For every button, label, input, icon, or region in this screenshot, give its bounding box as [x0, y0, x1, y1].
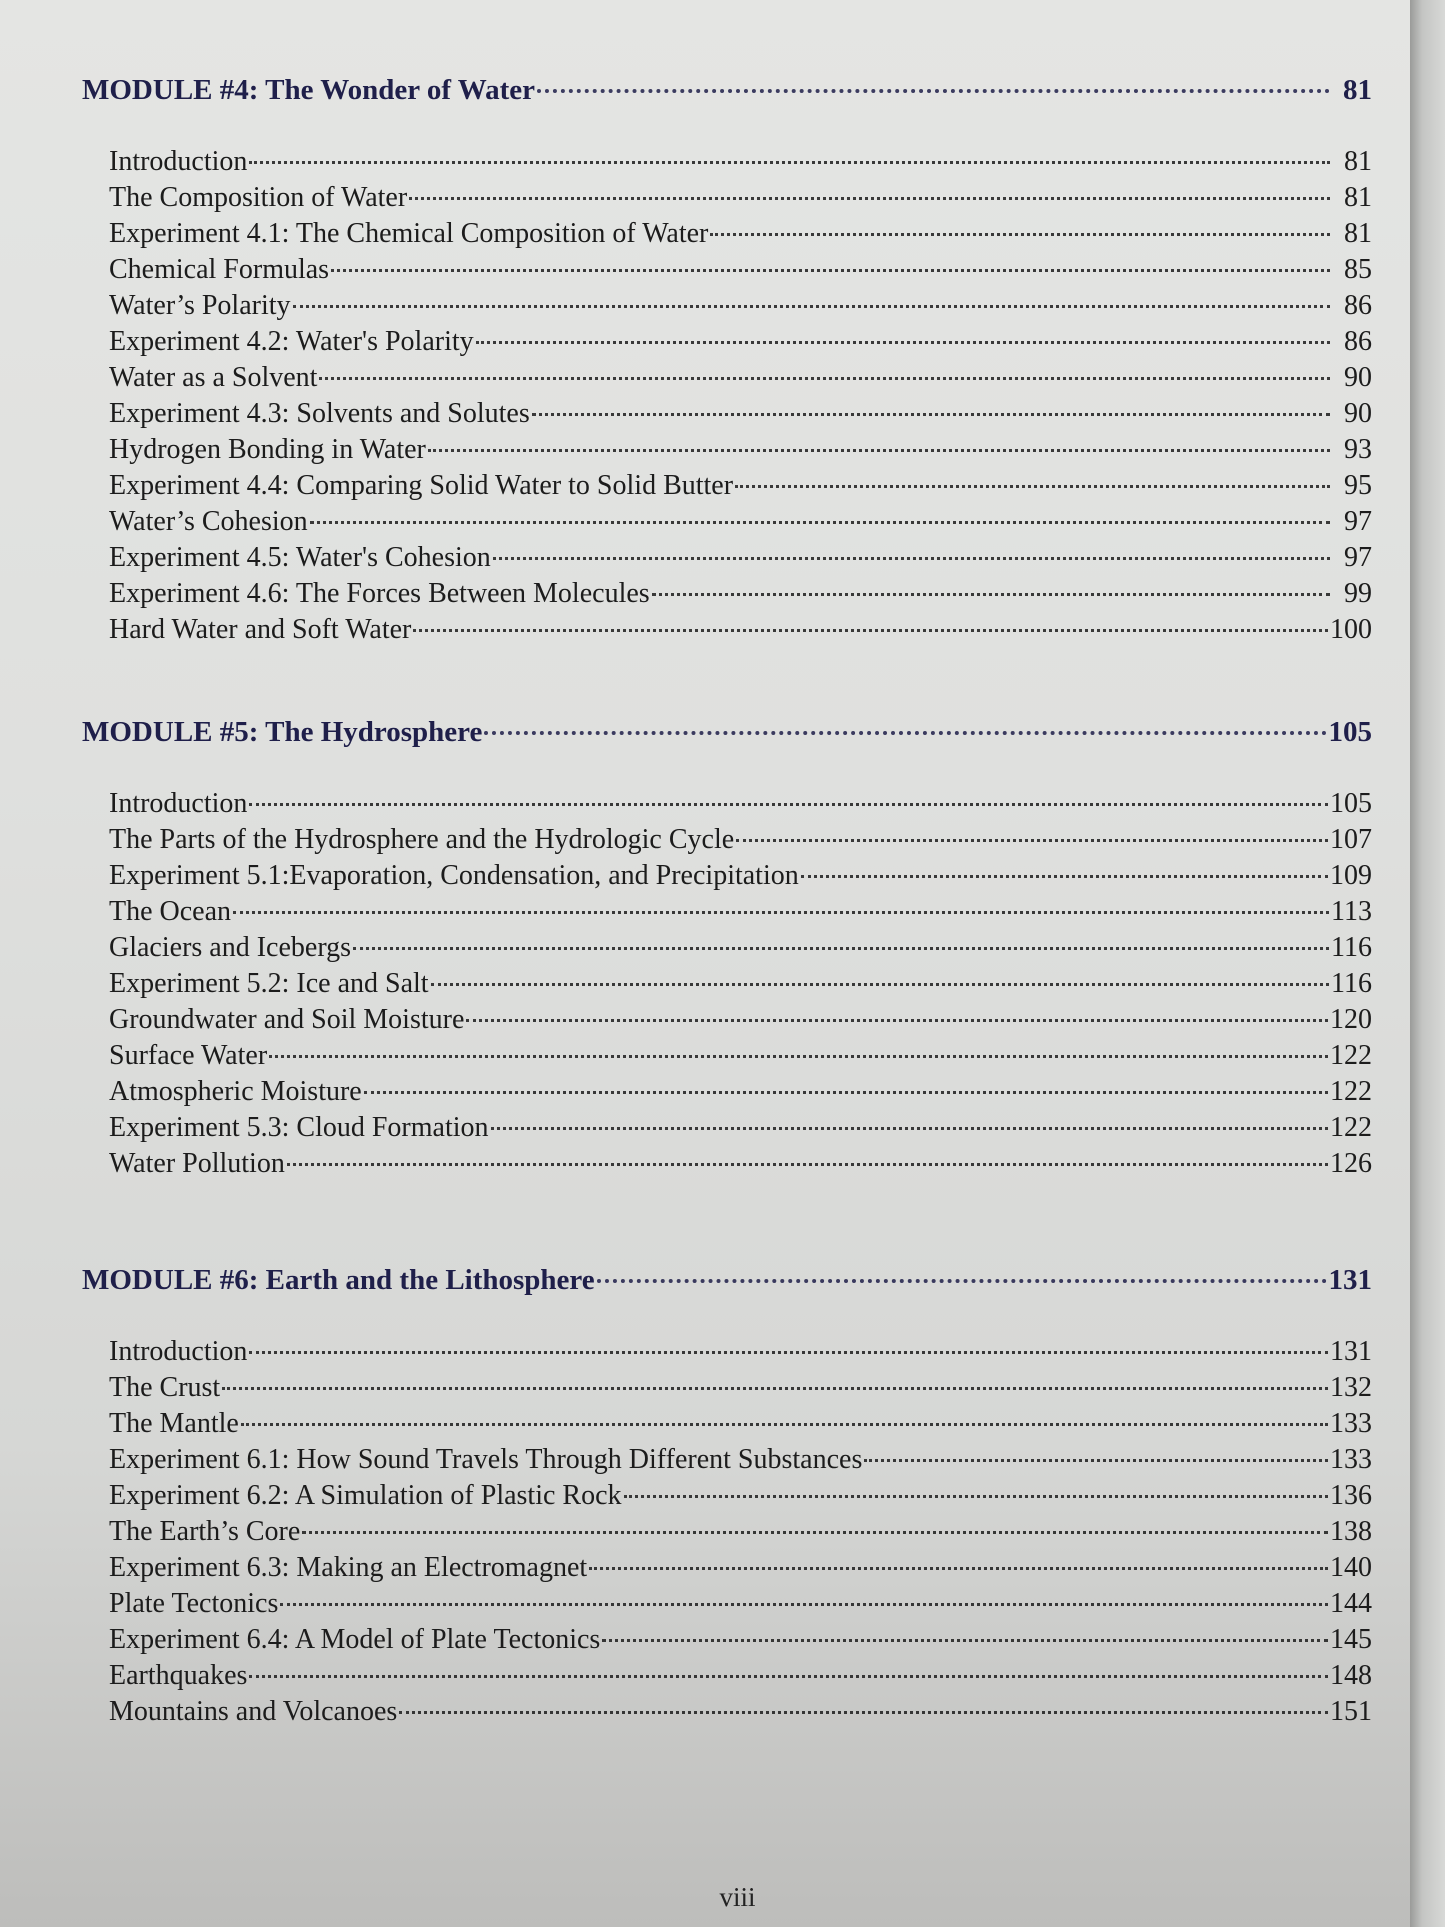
- entry-page-number: 136: [1330, 1480, 1372, 1511]
- entry-page-number: 120: [1330, 1004, 1372, 1035]
- dot-leader: [287, 1163, 1328, 1166]
- toc-entry: [82, 822, 1372, 858]
- dot-leader: [652, 593, 1330, 596]
- entry-page-number: 122: [1330, 1040, 1372, 1071]
- entry-title: The Ocean: [109, 896, 232, 927]
- adjacent-page-edge: [1410, 0, 1445, 1927]
- entry-page-number: 90: [1344, 398, 1372, 429]
- entry-page-number: 151: [1330, 1696, 1372, 1727]
- entry-title: Introduction: [109, 146, 248, 177]
- dot-leader: [602, 1639, 1328, 1642]
- dot-leader: [222, 1387, 1328, 1390]
- dot-leader: [353, 947, 1329, 950]
- dot-leader: [864, 1459, 1328, 1462]
- dot-leader: [597, 1279, 1327, 1283]
- entry-title: Experiment 4.1: The Chemical Composition of Water: [109, 218, 709, 249]
- dot-leader: [484, 731, 1326, 735]
- entry-title: Experiment 6.2: A Simulation of Plastic Rock: [109, 1480, 622, 1511]
- toc-entry: [82, 894, 1372, 930]
- entry-title: The Parts of the Hydrosphere and the Hydrologic Cycle: [109, 824, 735, 855]
- entry-page-number: 90: [1344, 362, 1372, 393]
- toc-entry: [82, 1038, 1372, 1074]
- entry-title: Experiment 4.4: Comparing Solid Water to Solid Butter: [109, 470, 734, 501]
- dot-leader: [233, 911, 1329, 914]
- toc-entry: [82, 1622, 1372, 1658]
- toc-entry: [82, 1586, 1372, 1622]
- dot-leader: [493, 557, 1330, 560]
- entry-page-number: 97: [1344, 542, 1372, 573]
- toc-entry: [82, 1334, 1372, 1370]
- toc-entry: [82, 540, 1372, 576]
- table-of-contents: [82, 70, 1372, 1794]
- toc-entry: [82, 288, 1372, 324]
- dot-leader: [624, 1495, 1328, 1498]
- entry-page-number: 81: [1344, 182, 1372, 213]
- toc-entry: [82, 1478, 1372, 1514]
- entry-page-number: 122: [1330, 1076, 1372, 1107]
- dot-leader: [801, 875, 1328, 878]
- toc-entry: [82, 612, 1372, 648]
- dot-leader: [319, 377, 1330, 380]
- entry-title: Experiment 6.3: Making an Electromagnet: [109, 1552, 588, 1583]
- entry-title: The Earth’s Core: [109, 1516, 301, 1547]
- module-title: MODULE #6: Earth and the Lithosphere: [82, 1264, 595, 1296]
- entry-title: Water as a Solvent: [109, 362, 318, 393]
- dot-leader: [491, 1127, 1328, 1130]
- toc-entry: [82, 786, 1372, 822]
- entry-title: Hard Water and Soft Water: [109, 614, 412, 645]
- module-heading: [82, 1260, 1372, 1300]
- entry-title: Experiment 4.5: Water's Cohesion: [109, 542, 491, 573]
- dot-leader: [302, 1531, 1328, 1534]
- entry-title: Experiment 5.3: Cloud Formation: [109, 1112, 489, 1143]
- toc-entry: [82, 1406, 1372, 1442]
- dot-leader: [409, 197, 1330, 200]
- toc-entry: [82, 252, 1372, 288]
- entry-title: Introduction: [109, 1336, 248, 1367]
- entry-title: Earthquakes: [109, 1660, 248, 1691]
- toc-entry: [82, 1370, 1372, 1406]
- dot-leader: [466, 1019, 1328, 1022]
- module-page-number: 81: [1343, 74, 1372, 106]
- entry-title: Plate Tectonics: [109, 1588, 279, 1619]
- entry-page-number: 105: [1330, 788, 1372, 819]
- toc-entry: [82, 396, 1372, 432]
- entry-page-number: 100: [1330, 614, 1372, 645]
- entry-page-number: 107: [1330, 824, 1372, 855]
- entry-title: Atmospheric Moisture: [109, 1076, 362, 1107]
- dot-leader: [710, 233, 1330, 236]
- entry-title: Chemical Formulas: [109, 254, 330, 285]
- dot-leader: [280, 1603, 1328, 1606]
- dot-leader: [532, 413, 1330, 416]
- toc-entry: [82, 576, 1372, 612]
- dot-leader: [249, 1351, 1328, 1354]
- entry-page-number: 116: [1331, 968, 1372, 999]
- toc-entry: [82, 1514, 1372, 1550]
- toc-entry: [82, 1694, 1372, 1730]
- module-title: MODULE #4: The Wonder of Water: [82, 74, 536, 106]
- dot-leader: [364, 1091, 1328, 1094]
- toc-entry: [82, 432, 1372, 468]
- dot-leader: [331, 269, 1330, 272]
- dot-leader: [476, 341, 1330, 344]
- dot-leader: [735, 485, 1330, 488]
- module-page-number: 131: [1328, 1264, 1372, 1296]
- dot-leader: [249, 161, 1330, 164]
- entry-title: The Crust: [109, 1372, 221, 1403]
- toc-entry: [82, 504, 1372, 540]
- entry-title: Groundwater and Soil Moisture: [109, 1004, 465, 1035]
- dot-leader: [310, 521, 1330, 524]
- toc-entry: [82, 1110, 1372, 1146]
- toc-entry: [82, 1074, 1372, 1110]
- dot-leader: [269, 1055, 1328, 1058]
- entry-page-number: 86: [1344, 326, 1372, 357]
- entry-title: Hydrogen Bonding in Water: [109, 434, 426, 465]
- toc-entry: [82, 144, 1372, 180]
- module-heading: [82, 712, 1372, 752]
- entry-title: Experiment 5.1:Evaporation, Condensation, and Precipitation: [109, 860, 799, 891]
- toc-entry: [82, 360, 1372, 396]
- toc-module-section: [82, 712, 1372, 1182]
- entry-page-number: 148: [1330, 1660, 1372, 1691]
- entry-page-number: 145: [1330, 1624, 1372, 1655]
- toc-entry: [82, 930, 1372, 966]
- entry-title: Experiment 4.6: The Forces Between Molecules: [109, 578, 650, 609]
- toc-entry: [82, 216, 1372, 252]
- dot-leader: [537, 89, 1330, 93]
- module-heading: [82, 70, 1372, 110]
- entry-title: Water’s Cohesion: [109, 506, 308, 537]
- entry-title: The Composition of Water: [109, 182, 408, 213]
- dot-leader: [428, 449, 1330, 452]
- toc-entry: [82, 468, 1372, 504]
- dot-leader: [589, 1567, 1328, 1570]
- dot-leader: [413, 629, 1328, 632]
- module-title: MODULE #5: The Hydrosphere: [82, 716, 483, 748]
- dot-leader: [736, 839, 1328, 842]
- entry-page-number: 122: [1330, 1112, 1372, 1143]
- entry-page-number: 85: [1344, 254, 1372, 285]
- entry-title: Experiment 4.3: Solvents and Solutes: [109, 398, 530, 429]
- entry-page-number: 93: [1344, 434, 1372, 465]
- entry-title: Water’s Polarity: [109, 290, 291, 321]
- entry-page-number: 132: [1330, 1372, 1372, 1403]
- entry-page-number: 133: [1330, 1444, 1372, 1475]
- dot-leader: [399, 1711, 1328, 1714]
- toc-entry: [82, 324, 1372, 360]
- toc-module-section: [82, 1260, 1372, 1730]
- entry-page-number: 97: [1344, 506, 1372, 537]
- toc-entry: [82, 1442, 1372, 1478]
- toc-module-section: [82, 70, 1372, 648]
- dot-leader: [249, 1675, 1328, 1678]
- entry-page-number: 140: [1330, 1552, 1372, 1583]
- toc-entry: [82, 1550, 1372, 1586]
- entry-page-number: 144: [1330, 1588, 1372, 1619]
- entry-title: Introduction: [109, 788, 248, 819]
- entry-title: Glaciers and Icebergs: [109, 932, 352, 963]
- entry-page-number: 131: [1330, 1336, 1372, 1367]
- toc-entry: [82, 858, 1372, 894]
- dot-leader: [249, 803, 1328, 806]
- entry-page-number: 99: [1344, 578, 1372, 609]
- toc-entry: [82, 1002, 1372, 1038]
- entry-page-number: 116: [1331, 932, 1372, 963]
- entry-page-number: 138: [1330, 1516, 1372, 1547]
- entry-page-number: 81: [1344, 218, 1372, 249]
- entry-page-number: 133: [1330, 1408, 1372, 1439]
- dot-leader: [431, 983, 1329, 986]
- toc-entry: [82, 966, 1372, 1002]
- entry-title: Experiment 6.4: A Model of Plate Tectonics: [109, 1624, 601, 1655]
- dot-leader: [293, 305, 1330, 308]
- toc-entry: [82, 180, 1372, 216]
- entry-title: The Mantle: [109, 1408, 239, 1439]
- entry-title: Experiment 6.1: How Sound Travels Through Different Substances: [109, 1444, 863, 1475]
- entry-page-number: 81: [1344, 146, 1372, 177]
- entry-page-number: 86: [1344, 290, 1372, 321]
- dot-leader: [241, 1423, 1328, 1426]
- entry-page-number: 95: [1344, 470, 1372, 501]
- toc-entry: [82, 1146, 1372, 1182]
- entry-page-number: 109: [1330, 860, 1372, 891]
- toc-entry: [82, 1658, 1372, 1694]
- page-number: viii: [719, 1882, 756, 1912]
- module-page-number: 105: [1328, 716, 1372, 748]
- entry-title: Water Pollution: [109, 1148, 285, 1179]
- entry-page-number: 113: [1331, 896, 1372, 927]
- entry-page-number: 126: [1330, 1148, 1372, 1179]
- entry-title: Surface Water: [109, 1040, 268, 1071]
- entry-title: Mountains and Volcanoes: [109, 1696, 398, 1727]
- entry-title: Experiment 5.2: Ice and Salt: [109, 968, 429, 999]
- entry-title: Experiment 4.2: Water's Polarity: [109, 326, 474, 357]
